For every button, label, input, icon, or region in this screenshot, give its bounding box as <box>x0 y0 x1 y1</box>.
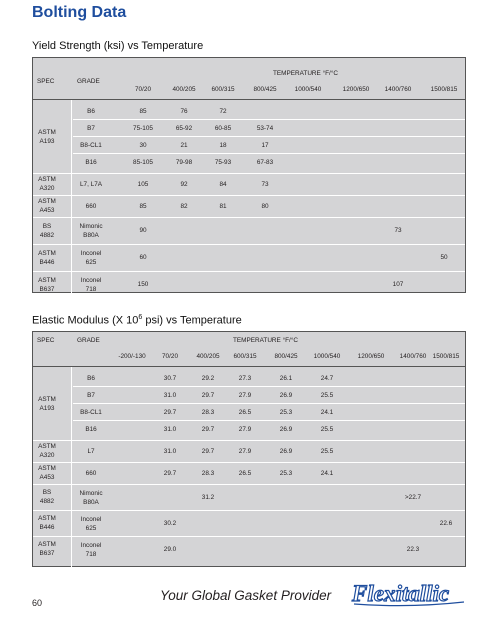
grade-cell: Inconel <box>80 277 102 284</box>
grade-cell: Nimonic <box>79 489 103 497</box>
spec-cell: ASTM <box>38 443 56 450</box>
value-cell: 75-93 <box>214 158 232 166</box>
value-cell: 65-92 <box>175 124 193 132</box>
temperature-column-header: 1400/760 <box>399 353 427 360</box>
value-cell: 25.5 <box>320 447 334 455</box>
value-cell: 27.9 <box>238 391 252 399</box>
grade-cell: 718 <box>85 286 97 293</box>
value-cell: 85 <box>139 202 147 210</box>
spec-header: SPEC <box>37 337 55 344</box>
grade-cell: B8-CL1 <box>80 408 102 416</box>
spec-cell: ASTM <box>38 198 56 205</box>
value-cell: 26.5 <box>238 469 252 477</box>
row-divider <box>33 217 465 218</box>
value-cell: 24.1 <box>320 408 334 416</box>
spec-cell: B637 <box>39 550 55 557</box>
grade-cell: L7, L7A <box>79 180 103 188</box>
spec-cell: ASTM <box>38 249 56 257</box>
spec-cell: BS <box>42 222 52 230</box>
elastic-modulus-table <box>32 331 466 567</box>
value-cell: 76 <box>180 107 188 115</box>
value-cell: 29.0 <box>163 545 177 553</box>
value-cell: 92 <box>180 180 188 188</box>
value-cell: 60-85 <box>214 124 232 132</box>
value-cell: 25.5 <box>320 391 334 399</box>
value-cell: 17 <box>261 141 269 149</box>
spec-cell: ASTM <box>38 395 56 403</box>
grade-cell: B7 <box>87 391 95 399</box>
value-cell: 26.1 <box>279 374 293 382</box>
yield-strength-table <box>32 57 466 293</box>
temperature-column-header: 1000/540 <box>294 86 322 93</box>
row-divider <box>33 462 465 463</box>
spec-cell: A193 <box>39 404 55 412</box>
spec-header: SPEC <box>37 78 55 85</box>
grade-cell: 625 <box>85 259 97 266</box>
grade-cell: B6 <box>87 107 95 115</box>
value-cell: 22.6 <box>439 519 453 527</box>
value-cell: 72 <box>219 107 227 115</box>
grade-header: GRADE <box>77 78 100 85</box>
value-cell: 29.7 <box>201 447 215 455</box>
elastic-title-sup: 6 <box>138 314 143 321</box>
value-cell: 29.7 <box>201 425 215 433</box>
elastic-title-prefix: Elastic Modulus (X 10 <box>32 314 139 327</box>
value-cell: 29.7 <box>163 408 177 416</box>
value-cell: 18 <box>219 141 227 149</box>
row-divider <box>73 153 465 154</box>
grade-cell: B80A <box>83 498 99 506</box>
temperature-header: TEMPERATURE °F/°C <box>233 337 298 344</box>
temperature-column-header: 70/20 <box>135 86 151 93</box>
value-cell: 21 <box>180 141 188 149</box>
spec-cell: 4882 <box>39 231 55 239</box>
value-cell: 105 <box>137 180 149 188</box>
value-cell: 73 <box>261 180 269 188</box>
spec-cell: A320 <box>39 452 55 459</box>
grade-cell: B16 <box>85 425 97 433</box>
value-cell: 27.9 <box>238 425 252 433</box>
value-cell: 27.3 <box>238 374 252 382</box>
row-divider <box>33 510 465 511</box>
row-divider <box>33 271 465 272</box>
value-cell: 53-74 <box>256 124 274 132</box>
value-cell: 29.7 <box>201 391 215 399</box>
temperature-column-header: 1500/815 <box>432 353 460 360</box>
value-cell: 75-105 <box>133 124 153 132</box>
value-cell: 26.9 <box>279 425 293 433</box>
page-title: Bolting Data <box>32 4 127 21</box>
value-cell: 30 <box>139 141 147 149</box>
value-cell: 81 <box>219 202 227 210</box>
row-divider <box>73 386 465 387</box>
value-cell: 29.2 <box>201 374 215 382</box>
spec-cell: ASTM <box>38 276 56 284</box>
temperature-column-header: 1500/815 <box>430 86 458 93</box>
value-cell: >22.7 <box>404 493 422 501</box>
value-cell: 73 <box>394 227 402 234</box>
spec-cell: ASTM <box>38 128 56 136</box>
row-divider <box>33 173 465 174</box>
grade-cell: Inconel <box>80 515 102 523</box>
value-cell: 30.2 <box>163 519 177 527</box>
flexitallic-logo <box>350 578 468 608</box>
row-divider <box>73 420 465 421</box>
grade-cell: Nimonic <box>79 223 103 230</box>
grade-cell: 660 <box>85 202 97 210</box>
temperature-column-header: 800/425 <box>253 86 277 93</box>
spec-cell: ASTM <box>38 176 56 183</box>
temperature-column-header: 600/315 <box>211 86 235 93</box>
row-divider <box>33 244 465 245</box>
row-divider <box>73 403 465 404</box>
spec-cell: ASTM <box>38 515 56 522</box>
grade-cell: B16 <box>85 158 97 166</box>
temperature-column-header: 70/20 <box>162 353 178 360</box>
value-cell: 28.3 <box>201 408 215 416</box>
spec-cell: BS <box>42 489 52 496</box>
value-cell: 84 <box>219 180 227 188</box>
temperature-column-header: 400/205 <box>172 86 196 93</box>
spec-cell: 4882 <box>39 498 55 505</box>
spec-cell: B637 <box>39 285 55 293</box>
value-cell: 67-83 <box>256 158 274 166</box>
value-cell: 22.3 <box>406 545 420 553</box>
spec-cell: ASTM <box>38 541 56 548</box>
value-cell: 31.0 <box>163 391 177 399</box>
value-cell: 85-105 <box>133 158 153 166</box>
value-cell: 25.3 <box>279 408 293 416</box>
grade-cell: Inconel <box>80 250 102 257</box>
value-cell: 27.9 <box>238 447 252 455</box>
temperature-column-header: 1200/650 <box>342 86 370 93</box>
value-cell: 31.0 <box>163 447 177 455</box>
spec-cell: A453 <box>39 207 55 214</box>
grade-cell: L7 <box>87 447 95 455</box>
temperature-column-header: 600/315 <box>233 353 257 360</box>
logo-text: Flexitallic <box>352 581 450 606</box>
spec-cell: B446 <box>39 258 55 266</box>
temperature-column-header: 1000/540 <box>313 353 341 360</box>
page-number: 60 <box>32 598 43 608</box>
grade-cell: B8-CL1 <box>80 141 102 149</box>
grade-header: GRADE <box>77 337 100 344</box>
grade-cell: Inconel <box>80 541 102 549</box>
spec-cell: A453 <box>39 474 55 481</box>
tagline: Your Global Gasket Provider <box>160 588 332 603</box>
value-cell: 25.5 <box>320 425 334 433</box>
value-cell: 25.3 <box>279 469 293 477</box>
grade-cell: B7 <box>87 124 95 132</box>
spec-cell: A193 <box>39 137 55 145</box>
temperature-column-header: 800/425 <box>274 353 298 360</box>
value-cell: 79-98 <box>175 158 193 166</box>
grade-cell: 660 <box>85 469 97 477</box>
row-divider <box>33 484 465 485</box>
value-cell: 29.7 <box>163 469 177 477</box>
elastic-title-suffix: psi) vs Temperature <box>142 314 242 327</box>
elastic-modulus-title <box>32 314 242 327</box>
spec-cell: A320 <box>39 185 55 192</box>
temperature-column-header: 1400/760 <box>384 86 412 93</box>
grade-cell: B6 <box>87 374 95 382</box>
value-cell: 24.1 <box>320 469 334 477</box>
value-cell: 150 <box>137 281 149 288</box>
value-cell: 28.3 <box>201 469 215 477</box>
value-cell: 82 <box>180 202 188 210</box>
row-divider <box>71 367 72 567</box>
row-divider <box>73 136 465 137</box>
value-cell: 85 <box>139 107 147 115</box>
value-cell: 31.2 <box>201 493 215 501</box>
temperature-column-header: 1200/650 <box>357 353 385 360</box>
value-cell: 26.9 <box>279 391 293 399</box>
value-cell: 50 <box>440 254 448 261</box>
value-cell: 24.7 <box>320 374 334 382</box>
grade-cell: 625 <box>85 524 97 532</box>
temperature-column-header: 400/205 <box>196 353 220 360</box>
value-cell: 26.9 <box>279 447 293 455</box>
temperature-column-header: -200/-130 <box>118 353 146 360</box>
row-divider <box>73 119 465 120</box>
row-divider <box>71 100 72 293</box>
value-cell: 26.5 <box>238 408 252 416</box>
value-cell: 60 <box>139 254 147 261</box>
value-cell: 107 <box>392 281 404 288</box>
grade-cell: 718 <box>85 550 97 558</box>
temperature-header: TEMPERATURE °F/°C <box>273 70 338 77</box>
value-cell: 80 <box>261 202 269 210</box>
row-divider <box>33 440 465 441</box>
value-cell: 90 <box>139 227 147 234</box>
yield-strength-title: Yield Strength (ksi) vs Temperature <box>32 40 204 52</box>
value-cell: 31.0 <box>163 425 177 433</box>
spec-cell: B446 <box>39 524 55 531</box>
row-divider <box>33 536 465 537</box>
value-cell: 30.7 <box>163 374 177 382</box>
grade-cell: B80A <box>83 232 99 239</box>
row-divider <box>33 195 465 196</box>
spec-cell: ASTM <box>38 465 56 472</box>
